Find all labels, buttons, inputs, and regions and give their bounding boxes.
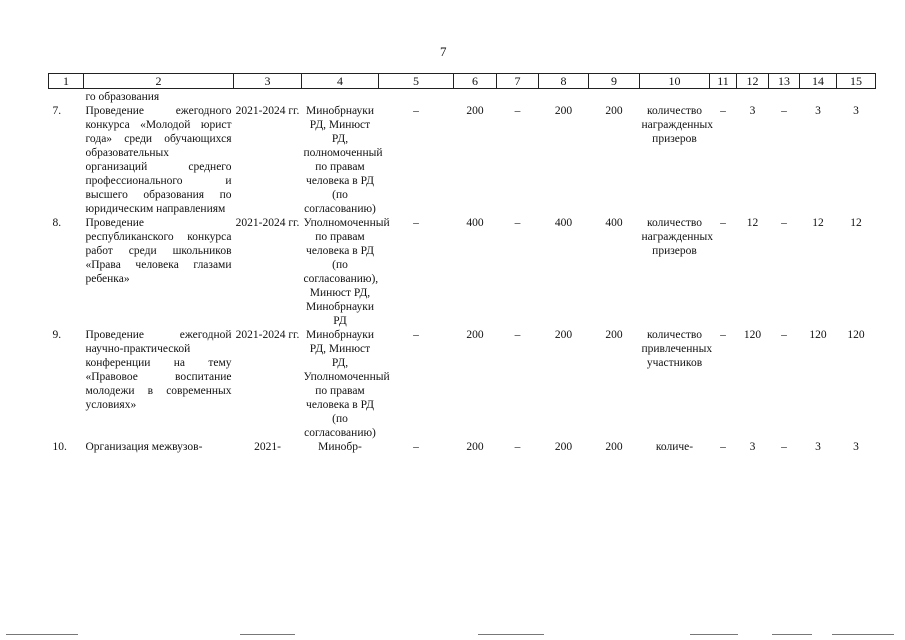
row-value: 200: [466, 105, 484, 117]
row-period: 2021-: [254, 441, 281, 453]
row-value: –: [413, 105, 419, 117]
row-value: 12: [850, 217, 862, 229]
table-row: [49, 216, 876, 328]
footer-rule: [240, 634, 295, 635]
row-value: –: [720, 217, 726, 229]
continuation-row: [49, 89, 876, 105]
row-executors: Уполномоченный по правам человека в РД (по согласованию), Минюст РД, Минобрнауки РД: [303, 217, 390, 327]
column-header: 6: [454, 74, 497, 89]
row-executors: Минобрнауки РД, Минюст РД, полномоченный по правам человека в РД (по согласованию): [303, 105, 383, 215]
row-period: 2021-2024 гг.: [235, 329, 300, 341]
row-value: 400: [554, 217, 573, 229]
row-value: 12: [812, 217, 824, 229]
row-value: –: [514, 217, 521, 229]
row-value: 200: [466, 329, 484, 341]
row-title: Проведение ежегодного конкурса «Молодой юрист года» среди обучающихся образовательных организаций среднего профессионального и высшего образования по юридическим направлениям: [85, 105, 232, 215]
column-header: 11: [710, 74, 737, 89]
row-number: 9.: [52, 329, 62, 341]
table-row: [49, 440, 876, 454]
footer-rule: [478, 634, 544, 635]
footer-rule: [832, 634, 894, 635]
column-header: 10: [640, 74, 710, 89]
column-header: 13: [769, 74, 800, 89]
table-row: [49, 328, 876, 440]
row-value: –: [720, 329, 726, 341]
row-value: 400: [605, 217, 623, 229]
row-value: 120: [847, 329, 865, 341]
row-value: 200: [554, 441, 573, 453]
page-number: 7: [440, 44, 447, 59]
row-value: 3: [815, 441, 821, 453]
row-value: –: [720, 441, 726, 453]
column-header: 8: [539, 74, 589, 89]
column-header: 12: [737, 74, 769, 89]
row-executors: Минобр-: [318, 441, 362, 453]
row-number: 8.: [52, 217, 62, 229]
row-value: 200: [605, 441, 623, 453]
row-value: 200: [605, 329, 623, 341]
row-value: 200: [554, 329, 573, 341]
row-value: –: [781, 105, 787, 117]
program-table: [48, 73, 876, 454]
row-value: 120: [743, 329, 762, 341]
column-header: 15: [837, 74, 876, 89]
row-value: 3: [815, 105, 821, 117]
row-value: –: [413, 329, 419, 341]
row-value: –: [413, 441, 419, 453]
column-number-row: [49, 74, 876, 89]
row-value: –: [781, 329, 787, 341]
row-executors: Минобрнауки РД, Минюст РД, Уполномоченный по правам человека в РД (по согласованию): [303, 329, 390, 439]
row-title: Организация межвузов-: [85, 441, 203, 453]
column-header: 4: [302, 74, 379, 89]
column-header: 1: [49, 74, 84, 89]
row-value: –: [781, 217, 787, 229]
column-header: 14: [800, 74, 837, 89]
row-indicator: количество награжденных призеров: [641, 105, 714, 145]
row-number: 10.: [52, 441, 67, 453]
row-value: 200: [466, 441, 484, 453]
column-header: 5: [379, 74, 454, 89]
table-row: [49, 104, 876, 216]
row-indicator: количество награжденных призеров: [641, 217, 714, 257]
row-value: 200: [554, 105, 573, 117]
row-title: Проведение ежегодной научно-практической конференции на тему «Правовое воспитание молодежи в современных условиях»: [85, 329, 232, 411]
row-value: 400: [466, 217, 484, 229]
row-value: –: [514, 441, 521, 453]
row-value: –: [514, 329, 521, 341]
continuation-text: го образования: [85, 91, 160, 103]
row-indicator: количе-: [655, 441, 694, 453]
row-value: 3: [853, 105, 859, 117]
row-number: 7.: [52, 105, 62, 117]
row-value: 120: [809, 329, 827, 341]
column-header: 3: [234, 74, 302, 89]
row-value: 200: [605, 105, 623, 117]
row-indicator: количество привлеченных участников: [641, 329, 713, 369]
row-value: –: [514, 105, 521, 117]
row-period: 2021-2024 гг.: [235, 105, 300, 117]
footer-rule: [690, 634, 738, 635]
row-value: –: [413, 217, 419, 229]
row-value: 3: [749, 105, 756, 117]
column-header: 2: [84, 74, 234, 89]
row-value: 3: [853, 441, 859, 453]
row-title: Проведение республиканского конкурса работ среди школьников «Права человека глазами ребенка»: [85, 217, 232, 285]
column-header: 9: [589, 74, 640, 89]
row-value: –: [781, 441, 787, 453]
row-value: –: [720, 105, 726, 117]
row-period: 2021-2024 гг.: [235, 217, 300, 229]
footer-rule: [772, 634, 812, 635]
row-value: 12: [746, 217, 759, 229]
column-header: 7: [497, 74, 539, 89]
row-value: 3: [749, 441, 756, 453]
footer-rule: [6, 634, 78, 635]
